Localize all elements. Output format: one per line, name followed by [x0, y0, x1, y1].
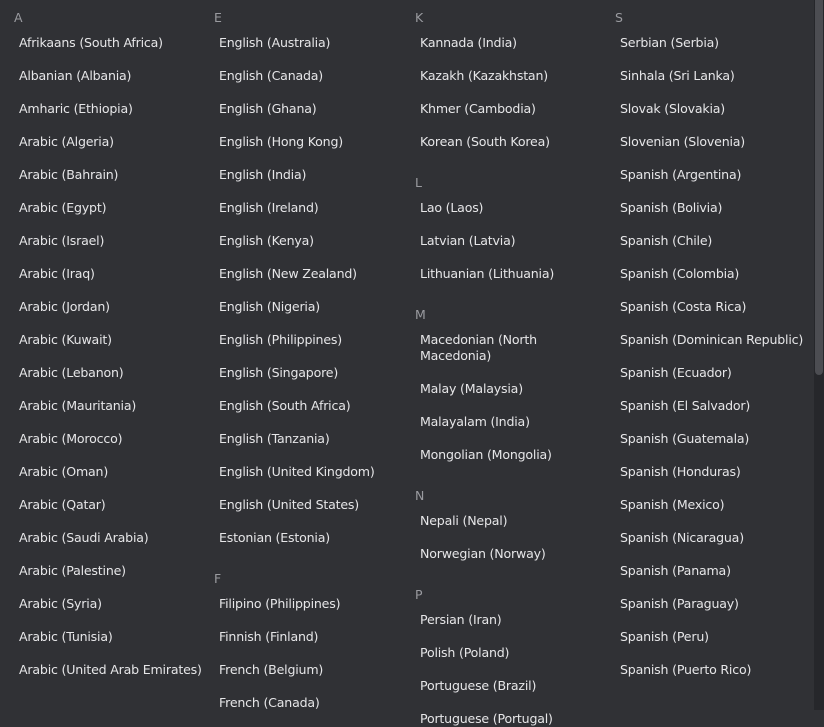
language-option[interactable]: Portuguese (Brazil) [420, 678, 537, 693]
letter-group [415, 176, 605, 282]
language-option[interactable]: Spanish (Mexico) [620, 497, 725, 512]
language-option[interactable]: Macedonian (North Macedonia) [420, 332, 537, 363]
language-option[interactable]: Spanish (Ecuador) [620, 365, 732, 380]
language-option[interactable]: English (New Zealand) [219, 266, 357, 281]
language-option[interactable]: English (Australia) [219, 35, 331, 50]
language-option[interactable]: Spanish (Paraguay) [620, 596, 739, 611]
language-option[interactable]: English (Hong Kong) [219, 134, 343, 149]
language-option[interactable]: Arabic (Egypt) [19, 200, 107, 215]
language-items [415, 513, 605, 562]
language-option[interactable]: Arabic (Lebanon) [19, 365, 124, 380]
language-column [415, 0, 605, 727]
language-option[interactable]: Persian (Iran) [420, 612, 502, 627]
language-option[interactable]: English (Philippines) [219, 332, 342, 347]
group-letter-header: A [14, 10, 23, 25]
language-option[interactable]: English (Singapore) [219, 365, 339, 380]
language-items [214, 35, 404, 546]
language-items [14, 35, 204, 678]
language-option[interactable]: Spanish (Dominican Republic) [620, 332, 804, 347]
language-option[interactable]: Slovak (Slovakia) [620, 101, 725, 116]
language-option[interactable]: Slovenian (Slovenia) [620, 134, 746, 149]
language-option[interactable]: English (South Africa) [219, 398, 351, 413]
language-option[interactable]: Arabic (Morocco) [19, 431, 123, 446]
language-option[interactable]: Mongolian (Mongolia) [420, 447, 552, 462]
language-option[interactable]: Norwegian (Norway) [420, 546, 546, 561]
language-option[interactable]: English (United States) [219, 497, 359, 512]
letter-group [415, 489, 605, 562]
language-option[interactable]: English (United Kingdom) [219, 464, 375, 479]
language-option[interactable]: Sinhala (Sri Lanka) [620, 68, 735, 83]
language-option[interactable]: Lithuanian (Lithuania) [420, 266, 555, 281]
language-option[interactable]: Lao (Laos) [420, 200, 484, 215]
language-option[interactable]: Kannada (India) [420, 35, 517, 50]
language-option[interactable]: Albanian (Albania) [19, 68, 132, 83]
group-letter-header: F [214, 571, 222, 586]
language-option[interactable]: Finnish (Finland) [219, 629, 319, 644]
language-option[interactable]: Arabic (Oman) [19, 464, 109, 479]
language-option[interactable]: Spanish (Peru) [620, 629, 709, 644]
language-option[interactable]: French (Canada) [219, 695, 320, 710]
language-column [14, 0, 204, 678]
group-letter-header: E [214, 10, 222, 25]
language-option[interactable]: Arabic (Tunisia) [19, 629, 113, 644]
language-option[interactable]: Spanish (Bolivia) [620, 200, 723, 215]
language-option[interactable]: Amharic (Ethiopia) [19, 101, 133, 116]
language-option[interactable]: Arabic (Iraq) [19, 266, 95, 281]
language-option[interactable]: Estonian (Estonia) [219, 530, 330, 545]
language-items [415, 200, 605, 282]
group-letter-header: P [415, 587, 423, 602]
language-option[interactable]: Arabic (Algeria) [19, 134, 114, 149]
language-option[interactable]: French (Belgium) [219, 662, 324, 677]
language-option[interactable]: Arabic (Syria) [19, 596, 102, 611]
language-items [615, 35, 805, 678]
language-option[interactable]: Spanish (Colombia) [620, 266, 740, 281]
language-option[interactable]: Spanish (Puerto Rico) [620, 662, 752, 677]
letter-group [14, 11, 204, 678]
language-option[interactable]: English (Kenya) [219, 233, 314, 248]
language-option[interactable]: Arabic (United Arab Emirates) [19, 662, 202, 677]
language-option[interactable]: English (Nigeria) [219, 299, 320, 314]
language-column [615, 0, 805, 678]
language-option[interactable]: English (Ghana) [219, 101, 317, 116]
letter-group [615, 11, 805, 678]
letter-group [415, 588, 605, 727]
language-column [214, 0, 404, 711]
language-option[interactable]: Arabic (Kuwait) [19, 332, 112, 347]
language-option[interactable]: Arabic (Saudi Arabia) [19, 530, 149, 545]
letter-group [415, 308, 605, 463]
language-option[interactable]: Arabic (Israel) [19, 233, 105, 248]
language-option[interactable]: English (Ireland) [219, 200, 319, 215]
language-option[interactable]: English (India) [219, 167, 307, 182]
language-items [415, 332, 605, 463]
language-option[interactable]: Malay (Malaysia) [420, 381, 523, 396]
language-option[interactable]: Arabic (Mauritania) [19, 398, 137, 413]
language-option[interactable]: Kazakh (Kazakhstan) [420, 68, 548, 83]
language-option[interactable]: Spanish (El Salvador) [620, 398, 751, 413]
language-option[interactable]: Polish (Poland) [420, 645, 510, 660]
language-option[interactable]: Spanish (Argentina) [620, 167, 742, 182]
language-option[interactable]: Khmer (Cambodia) [420, 101, 536, 116]
language-option[interactable]: Spanish (Chile) [620, 233, 713, 248]
language-option[interactable]: Arabic (Jordan) [19, 299, 110, 314]
language-option[interactable]: Filipino (Philippines) [219, 596, 341, 611]
language-items [214, 596, 404, 711]
letter-group [214, 572, 404, 711]
scrollbar-thumb[interactable] [815, 0, 823, 375]
group-letter-header: M [415, 307, 426, 322]
language-items [415, 35, 605, 150]
language-option[interactable]: Malayalam (India) [420, 414, 530, 429]
language-option[interactable]: Spanish (Nicaragua) [620, 530, 744, 545]
language-option[interactable]: Arabic (Qatar) [19, 497, 106, 512]
language-option[interactable]: English (Tanzania) [219, 431, 330, 446]
language-option[interactable]: Spanish (Honduras) [620, 464, 741, 479]
language-option[interactable]: Latvian (Latvia) [420, 233, 516, 248]
group-letter-header: L [415, 175, 422, 190]
language-option[interactable]: Spanish (Panama) [620, 563, 731, 578]
language-option[interactable]: Spanish (Guatemala) [620, 431, 750, 446]
language-option[interactable]: Arabic (Bahrain) [19, 167, 119, 182]
language-option[interactable]: Korean (South Korea) [420, 134, 550, 149]
group-letter-header: N [415, 488, 425, 503]
group-letter-header: S [615, 10, 623, 25]
language-option[interactable]: English (Canada) [219, 68, 324, 83]
language-option[interactable]: Nepali (Nepal) [420, 513, 508, 528]
language-option[interactable]: Serbian (Serbia) [620, 35, 719, 50]
language-option[interactable]: Spanish (Costa Rica) [620, 299, 747, 314]
letter-group [214, 11, 404, 546]
language-option[interactable]: Portuguese (Portugal) [420, 711, 553, 726]
letter-group [415, 11, 605, 150]
group-letter-header: K [415, 10, 424, 25]
language-option[interactable]: Afrikaans (South Africa) [19, 35, 163, 50]
language-option[interactable]: Arabic (Palestine) [19, 563, 126, 578]
